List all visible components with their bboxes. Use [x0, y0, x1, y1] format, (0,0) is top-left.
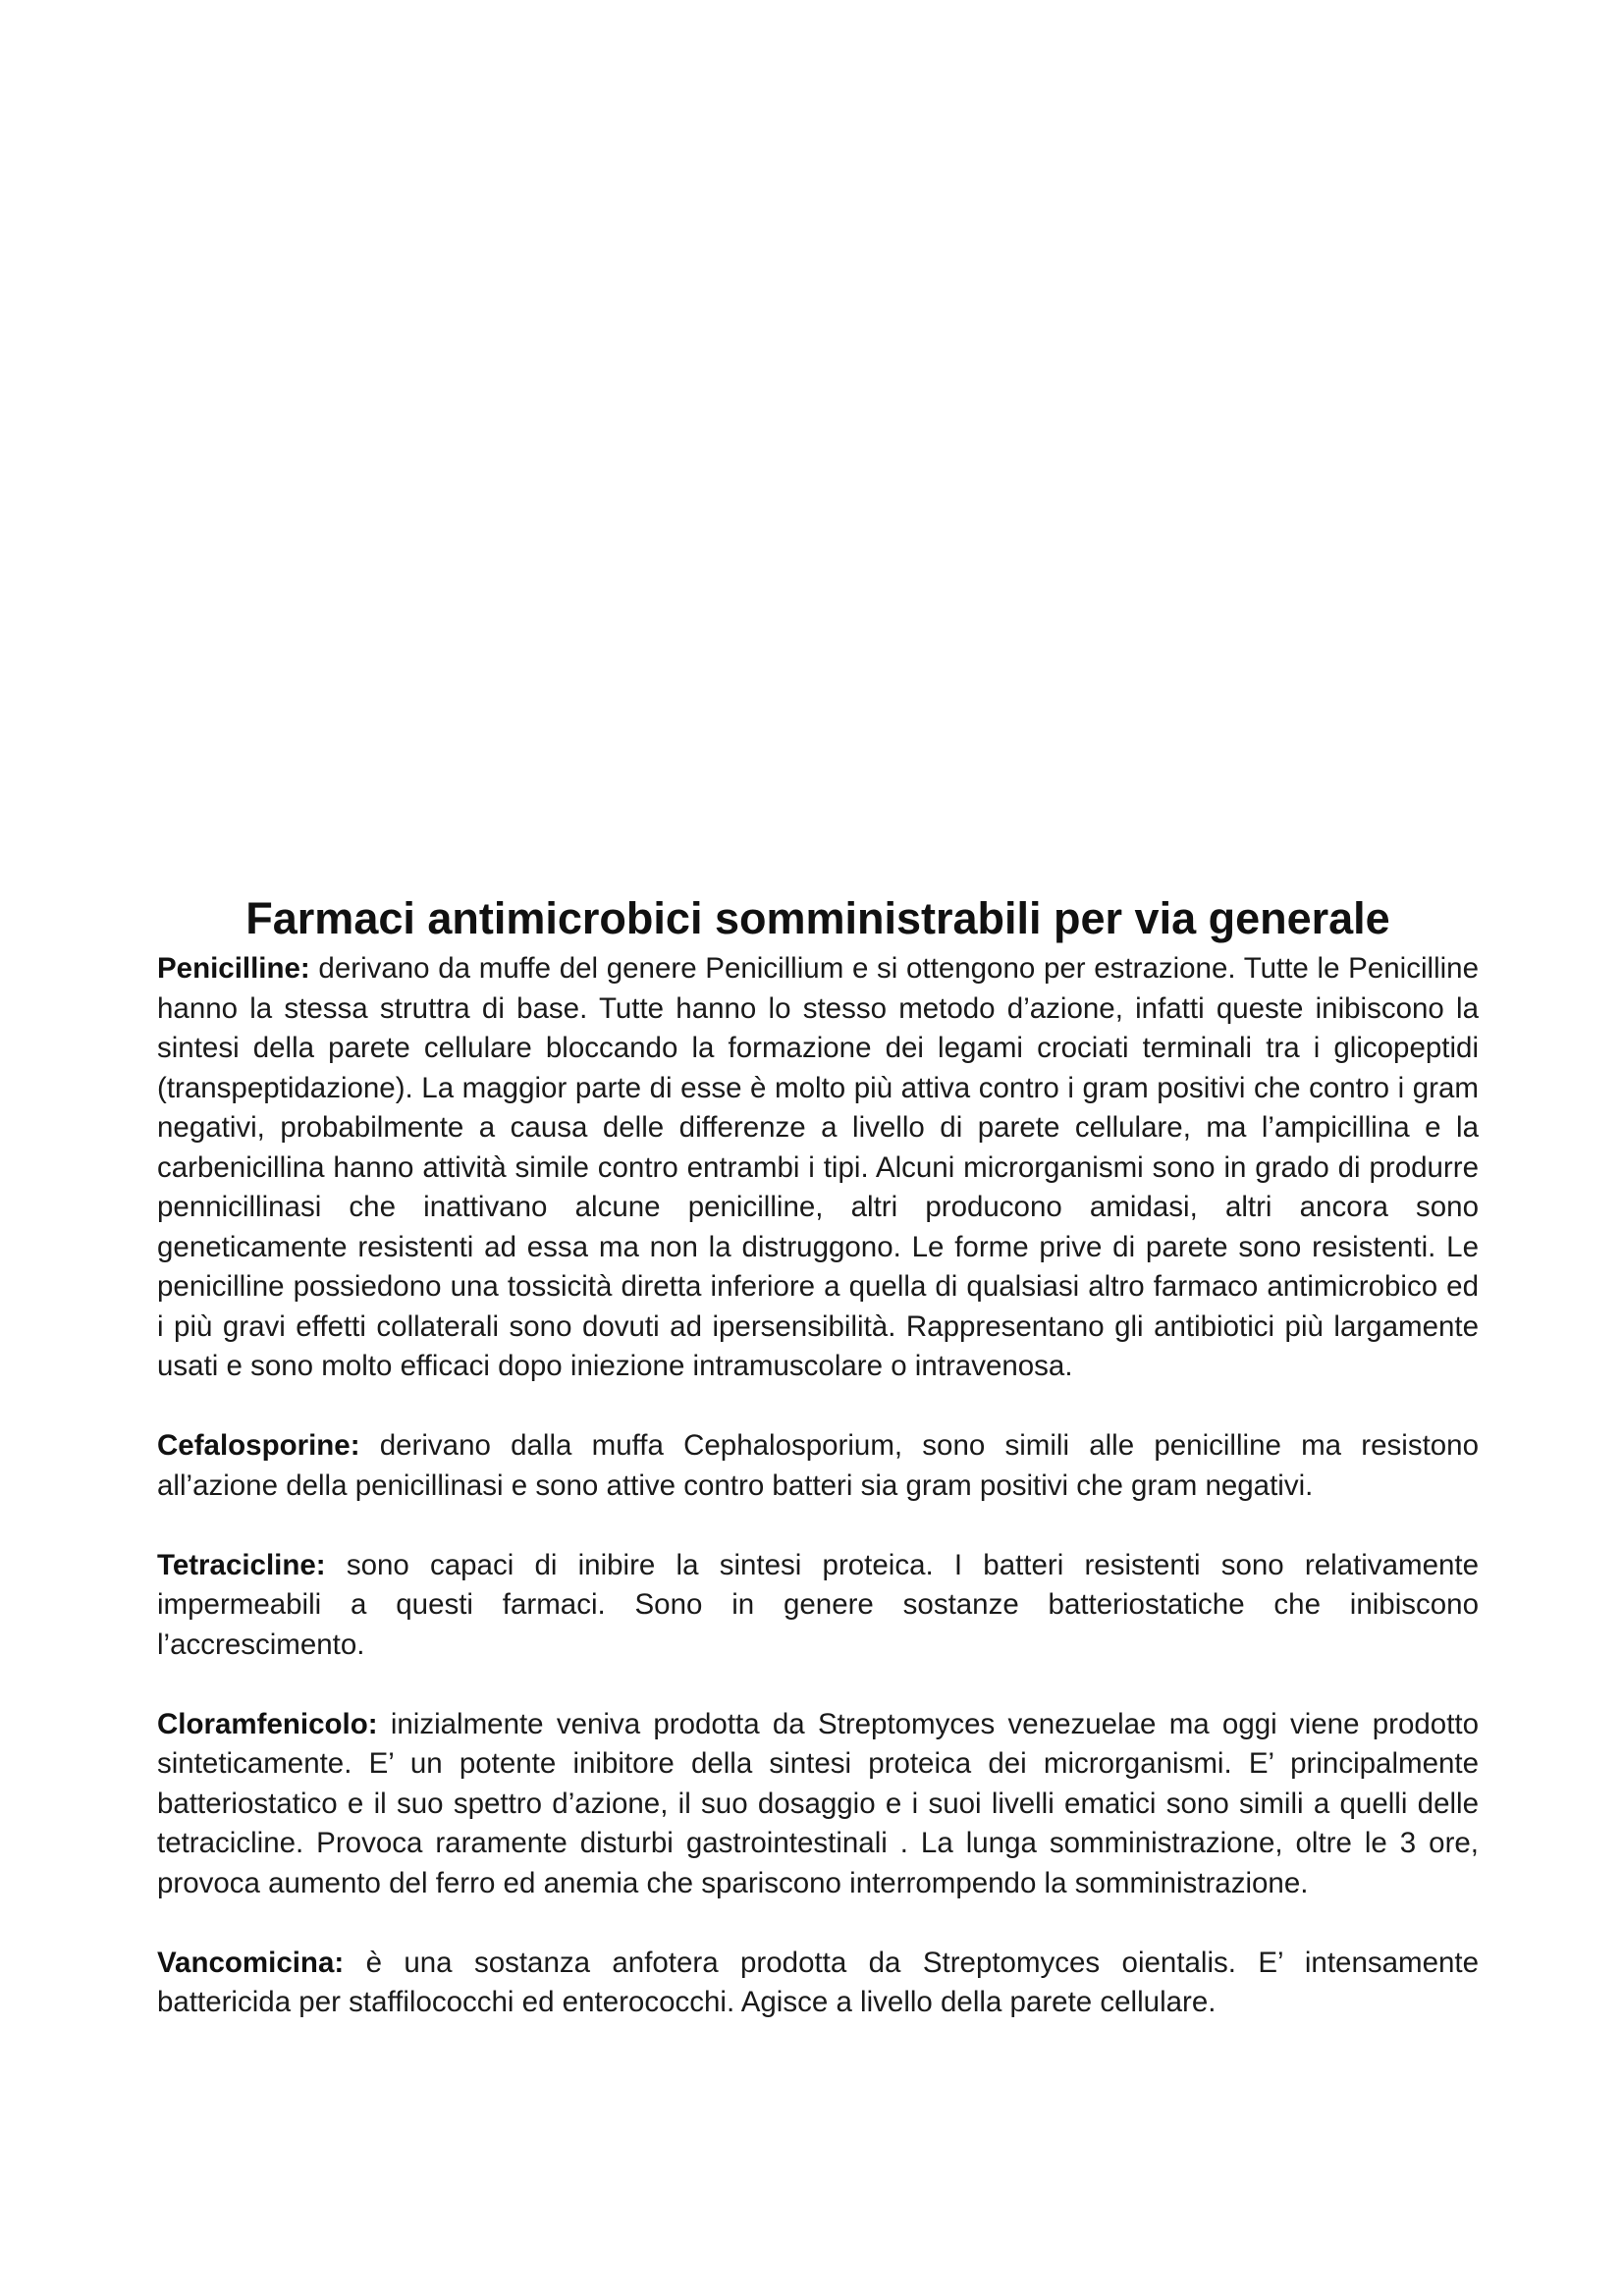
section-text: inizialmente veniva prodotta da Streptomyces venezuelae ma oggi viene prodotto sinteticamente. E’ un potente inibitore della sintesi proteica dei microrganismi. E’ principalmente batteriostatico e il suo spettro d’azione, il suo dosaggio e i suoi livelli ematici sono simili a quelli delle tetracicline. Provoca raramente disturbi gastrointestinali . La lunga somministrazione, oltre le 3 ore, provoca aumento del ferro ed anemia che spariscono interrompendo la somministrazione. — [157, 1707, 1479, 1899]
section-text: è una sostanza anfotera prodotta da Streptomyces oientalis. E’ intensamente battericida per staffilococchi ed enterococchi. Agisce a livello della parete cellulare. — [157, 1946, 1479, 2018]
section-term: Cefalosporine: — [157, 1429, 360, 1462]
section-tetracicline — [157, 1546, 1479, 1666]
section-term: Cloramfenicolo: — [157, 1707, 378, 1740]
document-title: Farmaci antimicrobici somministrabili per via generale — [245, 893, 1390, 943]
section-vancomicina — [157, 1944, 1479, 2023]
section-term: Tetracicline: — [157, 1548, 326, 1581]
section-term: Vancomicina: — [157, 1946, 345, 1979]
section-text: derivano da muffe del genere Penicillium e si ottengono per estrazione. Tutte le Penicilline hanno la stessa struttra di base. Tutte hanno lo stesso metodo d’azione, infatti queste inibiscono la sintesi della parete cellulare bloccando la formazione dei legami crociati terminali tra i glicopeptidi (transpeptidazione). La maggior parte di esse è molto più attiva contro i gram positivi che contro i gram negativi, probabilmente a causa delle differenze a livello di parete cellulare, ma l’ampicillina e la carbenicillina hanno attività simile contro entrambi i tipi. Alcuni microrganismi sono in grado di produrre pennicillinasi che inattivano alcune penicilline, altri producono amidasi, altri ancora sono geneticamente resistenti ad essa ma non la distruggono. Le forme prive di parete sono resistenti. Le penicilline possiedono una tossicità diretta inferiore a quella di qualsiasi altro farmaco antimicrobico ed i più gravi effetti collaterali sono dovuti ad ipersensibilità. Rappresentano gli antibiotici più largamente usati e sono molto efficaci dopo iniezione intramuscolare o intravenosa. — [157, 952, 1479, 1382]
section-text: sono capaci di inibire la sintesi proteica. I batteri resistenti sono relativamente impermeabili a questi farmaci. Sono in genere sostanze batteriostatiche che inibiscono l’accrescimento. — [157, 1548, 1479, 1661]
section-cloramfenicolo — [157, 1705, 1479, 1904]
section-text: derivano dalla muffa Cephalosporium, sono simili alle penicilline ma resistono all’azione della penicillinasi e sono attive contro batteri sia gram positivi che gram negativi. — [157, 1429, 1479, 1502]
section-cefalosporine — [157, 1426, 1479, 1506]
document-body — [157, 949, 1479, 2062]
section-term: Penicilline: — [157, 952, 310, 985]
section-penicilline — [157, 949, 1479, 1387]
